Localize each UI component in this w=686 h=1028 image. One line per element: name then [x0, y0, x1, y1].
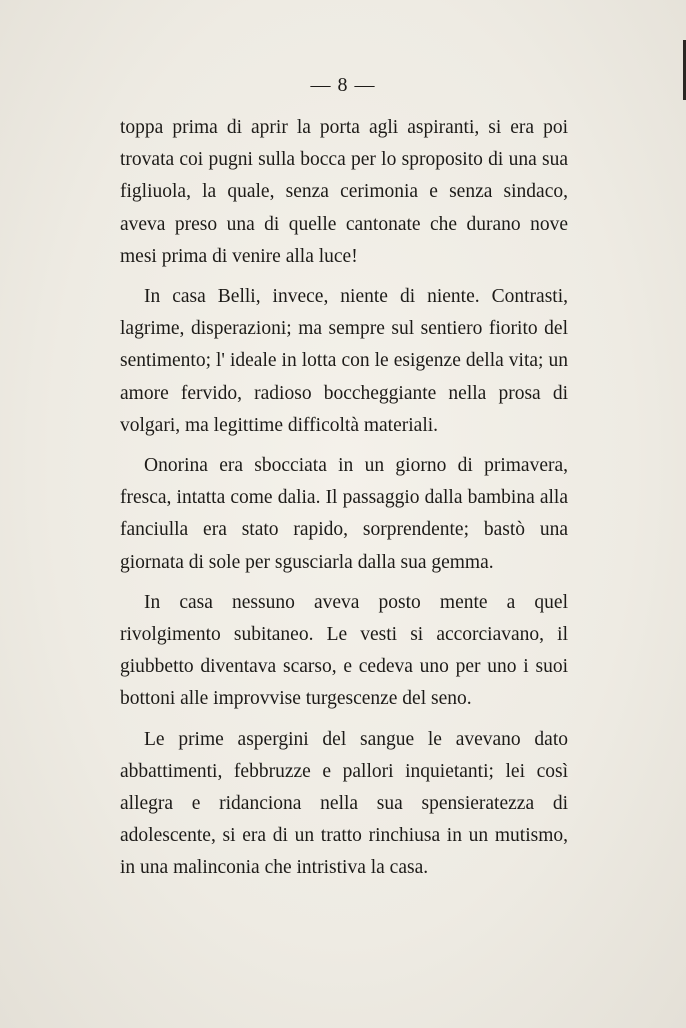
- paragraph: Le prime aspergini del sangue le avevano dato abbattimenti, febbruzze e pallori inquietanti; lei così allegra e ridanciona nella sua spensieratezza di adolescente, si era di un tratto rinchiusa in un mutismo, in una malinconia che intristiva la casa.: [120, 728, 568, 879]
- body-text: [120, 112, 568, 893]
- paragraph: In casa nessuno aveva posto mente a quel rivolgimento subitaneo. Le vesti si accorciavano, il giubbetto diventava scarso, e cedeva uno per uno i suoi bottoni alle improvvise turgescenze del seno.: [120, 591, 568, 710]
- page-number: — 8 —: [310, 74, 376, 96]
- paragraph: In casa Belli, invece, niente di niente. Contrasti, lagrime, disperazioni; ma sempre sul sentiero fiorito del sentimento; l' ideale in lotta con le esigenze della vita; un amore fervido, radioso boccheggiante nella prosa di volgari, ma legittime difficoltà materiali.: [120, 286, 568, 436]
- paragraph: toppa prima di aprir la porta agli aspiranti, si era poi trovata coi pugni sulla bocca per lo sproposito di una sua figliuola, la quale, senza cerimonia e senza sindaco, aveva preso una di quelle cantonate che durano nove mesi prima di venire alla luce!: [120, 117, 568, 267]
- paragraph: Onorina era sbocciata in un giorno di primavera, fresca, intatta come dalia. Il passaggio dalla bambina alla fanciulla era stato rapido, sorprendente; bastò una giornata di sole per sgusciarla dalla sua gemma.: [120, 455, 568, 573]
